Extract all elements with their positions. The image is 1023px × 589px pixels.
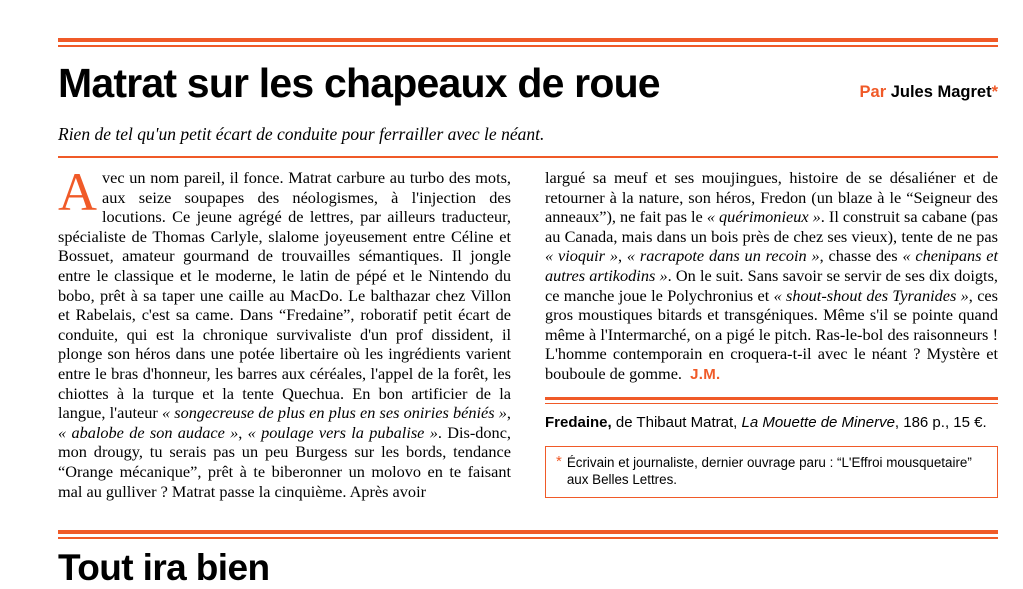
paragraph-right xyxy=(545,168,998,385)
book-details: , 186 p., 15 €. xyxy=(894,413,987,431)
byline-author: Jules Magret xyxy=(890,83,992,101)
quote-5: « racrapote dans un recoin » xyxy=(626,246,820,266)
right-part-4: , chasse des xyxy=(819,246,903,266)
quote-sep-2: , xyxy=(238,422,248,442)
footnote-box xyxy=(545,446,998,498)
quote-2: « abalobe de son audace » xyxy=(58,422,239,442)
column-left xyxy=(58,162,511,501)
lead-text: vec un nom pareil, il fonce. Matrat carbure au turbo des mots, aux seize soupapes des néologismes, à l'injection des locutions. Ce jeune agrégé de lettres, par ailleurs traducteur, spécialiste de Thomas Carlyle, slalome joyeusement entre Céline et Bossuet, amateur gourmand de trouvailles sémantiques. Il jongle entre le classique et le moderne, le latin de pépé et le Nintendo du bobo, prêt à sa taper une caille au MacDo. Le balthazar chez Villon et Rabelais, c'est sa came. Dans “Fredaine”, roboratif petit écart de conduite, qui est la chronique survivaliste d'un prof dissident, il plonge son héros dans une potée libertaire où les ingrédients varient entre le bras d'honneur, les barres aux céréales, l'appel de la forêt, les chiottes à la turque et la tente Quechua. En bon artificier de la langue, l'auteur xyxy=(58,168,511,423)
reference-rule-thick xyxy=(545,397,998,400)
book-publisher: La Mouette de Minerve xyxy=(741,413,895,431)
byline xyxy=(860,83,998,104)
paragraph-lead xyxy=(58,162,511,501)
author-signature: J.M. xyxy=(690,365,721,383)
book-title: Fredaine, xyxy=(545,413,612,431)
quote-3: « poulage vers la pubalise » xyxy=(247,422,438,442)
footnote-text: Écrivain et journaliste, dernier ouvrage paru : “L'Effroi mousquetaire” aux Belles Lettres. xyxy=(566,454,972,488)
standfirst: Rien de tel qu'un petit écart de conduite pour ferrailler avec le néant. xyxy=(58,124,545,144)
byline-footnote-marker: * xyxy=(991,83,998,101)
quote-6: « chenipans et autres artikodins » xyxy=(545,246,999,285)
footnote-marker: * xyxy=(556,452,562,470)
right-part-3: , xyxy=(618,246,627,266)
bottom-rule-thick xyxy=(58,530,998,534)
quote-1: « songecreuse de plus en plus en ses oniries béniés » xyxy=(161,403,507,423)
headline-row xyxy=(58,62,998,105)
byline-prefix: Par xyxy=(859,83,891,101)
right-part-2: . Il construit sa cabane (pas au Canada, mais dans un bois près de chez ses vieux), tente de ne pas xyxy=(545,207,998,246)
quote-sep-1: , xyxy=(506,403,511,423)
quote-4: « vioquir » xyxy=(545,246,618,266)
book-author: de Thibaut Matrat, xyxy=(611,413,742,431)
reference-rule-thin xyxy=(545,403,998,404)
top-rule-thin xyxy=(58,45,998,47)
drop-cap: A xyxy=(58,162,97,222)
next-article-headline: Tout ira bien xyxy=(58,547,270,588)
right-part-6: , ces gros moustiques bitards et transgéniques. Même s'il se pointe quand même à l'Intermarché, on a pigé le pitch. Ras-le-bol des raisonneurs ! L'homme contemporain en croquera-t-il avec le néant ? Mystère et bouboule de gomme. xyxy=(545,285,998,383)
top-rule-thick xyxy=(58,38,998,42)
right-part-5: . On le suit. Sans savoir se servir de ses dix doigts, ce manche joue le Polychronius et xyxy=(545,265,998,305)
bottom-rule-thin xyxy=(58,537,998,539)
page-title: Matrat sur les chapeaux de roue xyxy=(58,60,660,106)
quote-7: « shout-shout des Tyranides » xyxy=(773,285,969,305)
quote-8: « quérimonieux » xyxy=(706,207,821,227)
book-reference xyxy=(545,413,998,433)
lead-tail: . Dis-donc, mon drougy, tu serais pas un peu Burgess sur les bords, tendance “Orange mécanique”, prêt à te biberonner un molovo en te faisant mal au gulliver ? Matrat passe la cinquième. Après avoir xyxy=(58,422,511,501)
standfirst-rule xyxy=(58,156,998,158)
article-columns xyxy=(58,162,999,501)
column-right xyxy=(545,168,998,501)
right-part-1: largué sa meuf et ses moujingues, histoire de se désaliéner et de retourner à la nature, son héros, Fredon (un blaze à le “Seigneur des anneaux”), ne fait pas le xyxy=(545,168,998,227)
